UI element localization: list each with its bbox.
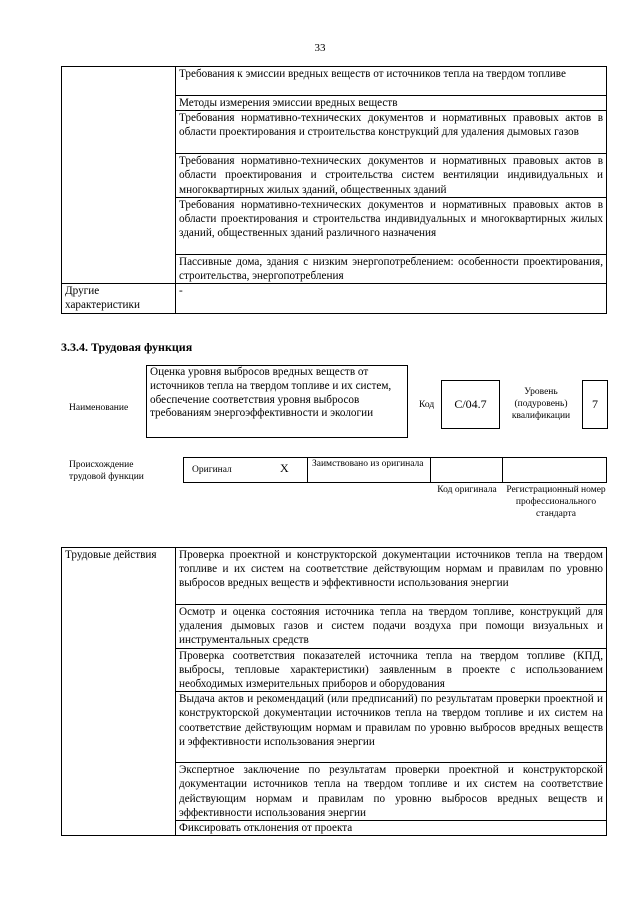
original-label: Оригинал [192, 465, 232, 475]
actions-table [61, 547, 607, 836]
table-cell: - [176, 284, 607, 313]
table-cell: Проверка соответствия показателей источника тепла на твердом топливе (КПД, выбросы, тепловые характеристики) заявленным в проекте с использованием необходимых измерительных приборов и оборудования [176, 648, 607, 692]
table-label-cell: Трудовые действия [62, 548, 176, 836]
table-cell: Осмотр и оценка состояния источника тепла на твердом топливе, конструкций для удаления дымовых газов и систем подачи воздуха при помощи визуальных и инструментальных средств [176, 605, 607, 649]
section-heading: 3.3.4. Трудовая функция [61, 340, 193, 354]
table-cell: Фиксировать отклонения от проекта [176, 821, 607, 836]
requirements-table [61, 66, 607, 314]
table-cell: Методы измерения эмиссии вредных веществ [176, 96, 607, 111]
function-name-box: Оценка уровня выбросов вредных веществ от источников тепла на твердом топливе и их систем, обеспечение соответствия уровня выбросов требованиям энергоэффективности и экологии [146, 365, 408, 438]
page-number: 33 [314, 42, 326, 54]
table-row [62, 67, 607, 96]
table-cell: Выдача актов и рекомендаций (или предписаний) по результатам проверки проектной и конструкторской документации источников тепла на твердом топливе и их систем на соответствие действующим нормам и правилам по уровню выбросов вредных веществ и эффективности использования энергии [176, 692, 607, 763]
table-cell: Экспертное заключение по результатам проверки проектной и конструкторской документации источников тепла на твердом топливе и их систем на соответствие действующим нормам и правилам по уровню выбросов вредных веществ и эффективности использования энергии [176, 763, 607, 821]
code-value-box: C/04.7 [441, 380, 500, 429]
table-row [62, 284, 607, 313]
name-label: Наименование [69, 403, 129, 413]
divider [307, 457, 308, 483]
origin-label: Происхождение трудовой функции [69, 460, 144, 482]
table-cell: Пассивные дома, здания с низким энергопотреблением: особенности проектирования, строительства, энергопотребления [176, 254, 607, 283]
table-cell: Требования к эмиссии вредных веществ от источников тепла на твердом топливе [176, 67, 607, 96]
table-cell: Требования нормативно-технических документов и нормативных правовых актов в области проектирования и строительства конструкций для удаления дымовых газов [176, 111, 607, 154]
divider [502, 457, 503, 483]
table-row [62, 548, 607, 605]
level-label: Уровень (подуровень) квалификации [511, 387, 571, 421]
table-label-cell [62, 67, 176, 284]
table-label-cell: Другие характеристики [62, 284, 176, 313]
table-cell: Требования нормативно-технических документов и нормативных правовых актов в области проектирования и строительства индивидуальных и многоквартирных жилых зданий, общественных зданий различного назначения [176, 197, 607, 254]
level-value-box: 7 [582, 380, 608, 429]
table-cell: Проверка проектной и конструкторской документации источников тепла на твердом топливе и их систем на соответствие действующим нормам и правилам по уровню выбросов вредных веществ и эффективности использования энергии [176, 548, 607, 605]
divider [430, 457, 431, 483]
code-label: Код [419, 400, 435, 410]
code-original-caption: Код оригинала [437, 485, 497, 495]
reg-number-caption: Регистрационный номер профессионального стандарта [506, 485, 606, 519]
original-mark: X [280, 461, 289, 475]
table-cell: Требования нормативно-технических документов и нормативных правовых актов в области проектирования и строительства систем вентиляции индивидуальных и многоквартирных жилых зданий, общественных зданий [176, 154, 607, 198]
borrowed-label: Заимствовано из оригинала [312, 459, 424, 469]
